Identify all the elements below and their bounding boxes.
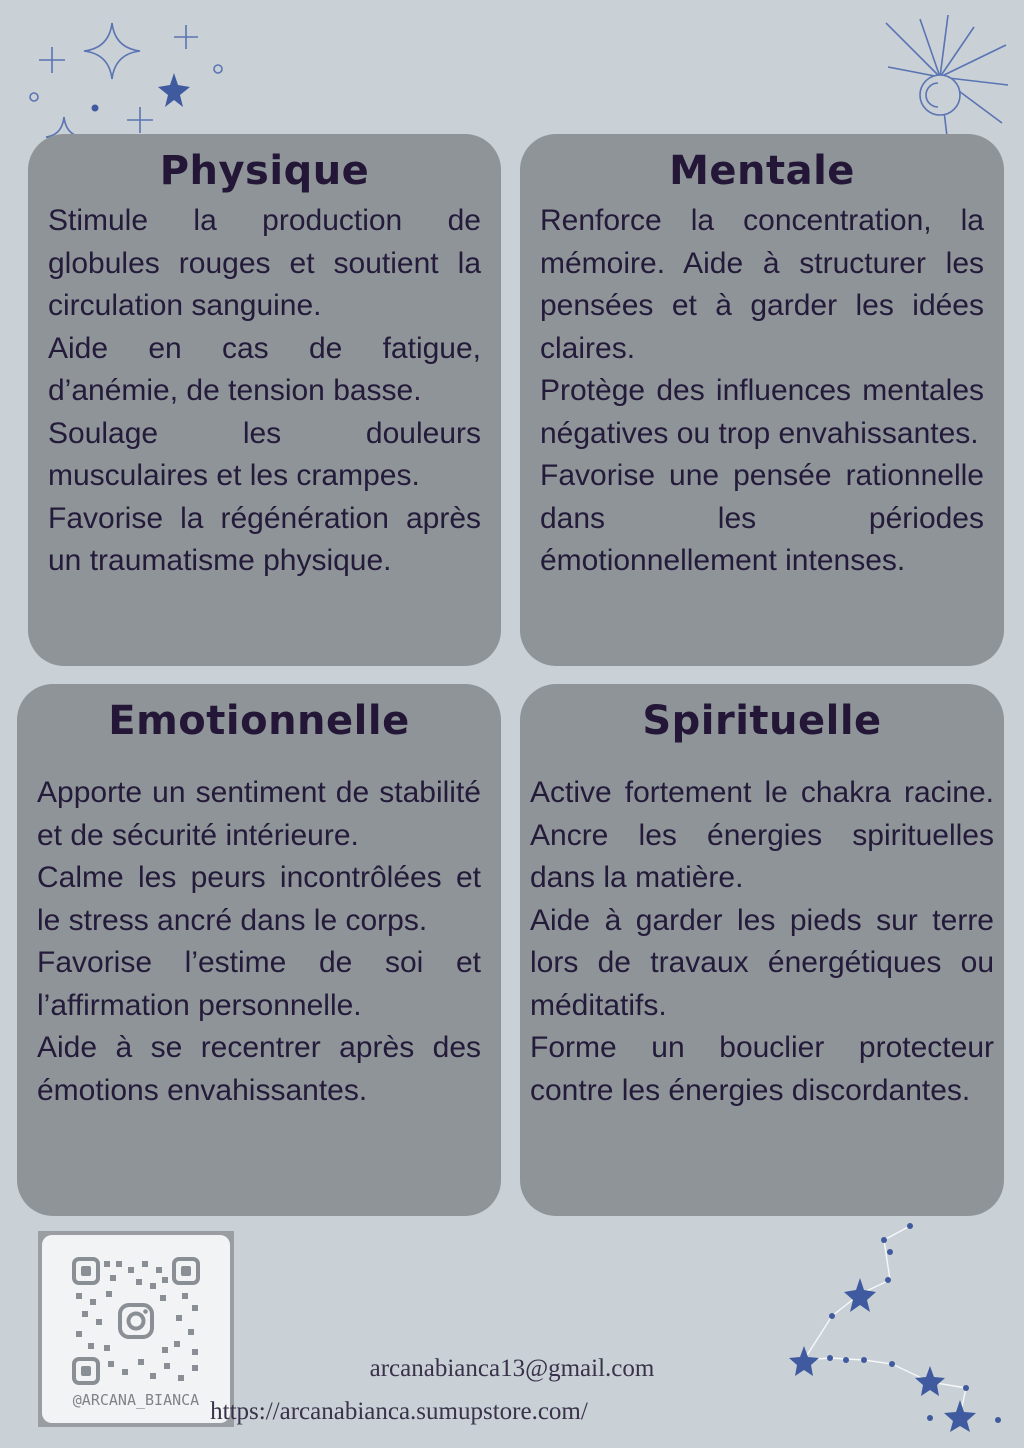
card-paragraph: Protège des influences mentales négatives ou trop envahissantes.	[540, 374, 984, 450]
card-body	[530, 772, 994, 1112]
card-paragraph: Aide à se recentrer après des émotions envahissantes.	[37, 1031, 481, 1107]
card-paragraph: Aide en cas de fatigue, d’anémie, de tension basse.	[48, 331, 481, 407]
card-paragraph: Apporte un sentiment de stabilité et de sécurité intérieure.	[37, 776, 481, 852]
card-title: Emotionnelle	[108, 698, 410, 744]
store-link[interactable]: https://arcanabianca.sumupstore.com/	[210, 1398, 588, 1425]
card-body	[37, 772, 481, 1112]
card-body	[48, 200, 481, 583]
card-paragraph: Aide à garder les pieds sur terre lors de travaux énergétiques ou méditatifs.	[530, 903, 994, 1022]
card-paragraph: Active fortement le chakra racine. Ancre les énergies spirituelles dans la matière.	[530, 776, 994, 894]
card-title: Spirituelle	[642, 698, 882, 744]
card-paragraph: Calme les peurs incontrôlées et le stress ancré dans le corps.	[37, 861, 481, 937]
contact-email[interactable]: arcanabianca13@gmail.com	[369, 1355, 655, 1382]
card-title: Physique	[159, 148, 370, 194]
emotionnelle-card	[17, 684, 501, 1216]
instagram-handle: @ARCANA_BIANCA	[72, 1391, 200, 1409]
card-paragraph: Favorise une pensée rationnelle dans les périodes émotionnellement intenses.	[540, 459, 984, 577]
card-paragraph: Renforce la concentration, la mémoire. Aide à structurer les pensées et à garder les idées claires.	[540, 204, 984, 365]
physique-card	[28, 134, 501, 666]
card-title: Mentale	[669, 148, 855, 194]
card-paragraph: Favorise la régénération après un traumatisme physique.	[48, 501, 481, 577]
card-body	[540, 200, 984, 583]
card-paragraph: Stimule la production de globules rouges et soutient la circulation sanguine.	[48, 204, 481, 322]
card-paragraph: Forme un bouclier protecteur contre les énergies discordantes.	[530, 1031, 994, 1107]
qr-card	[42, 1235, 230, 1423]
mentale-card	[520, 134, 1004, 666]
spirituelle-card	[520, 684, 1004, 1216]
card-paragraph: Favorise l’estime de soi et l’affirmation personnelle.	[37, 946, 481, 1022]
card-paragraph: Soulage les douleurs musculaires et les crampes.	[48, 416, 481, 492]
